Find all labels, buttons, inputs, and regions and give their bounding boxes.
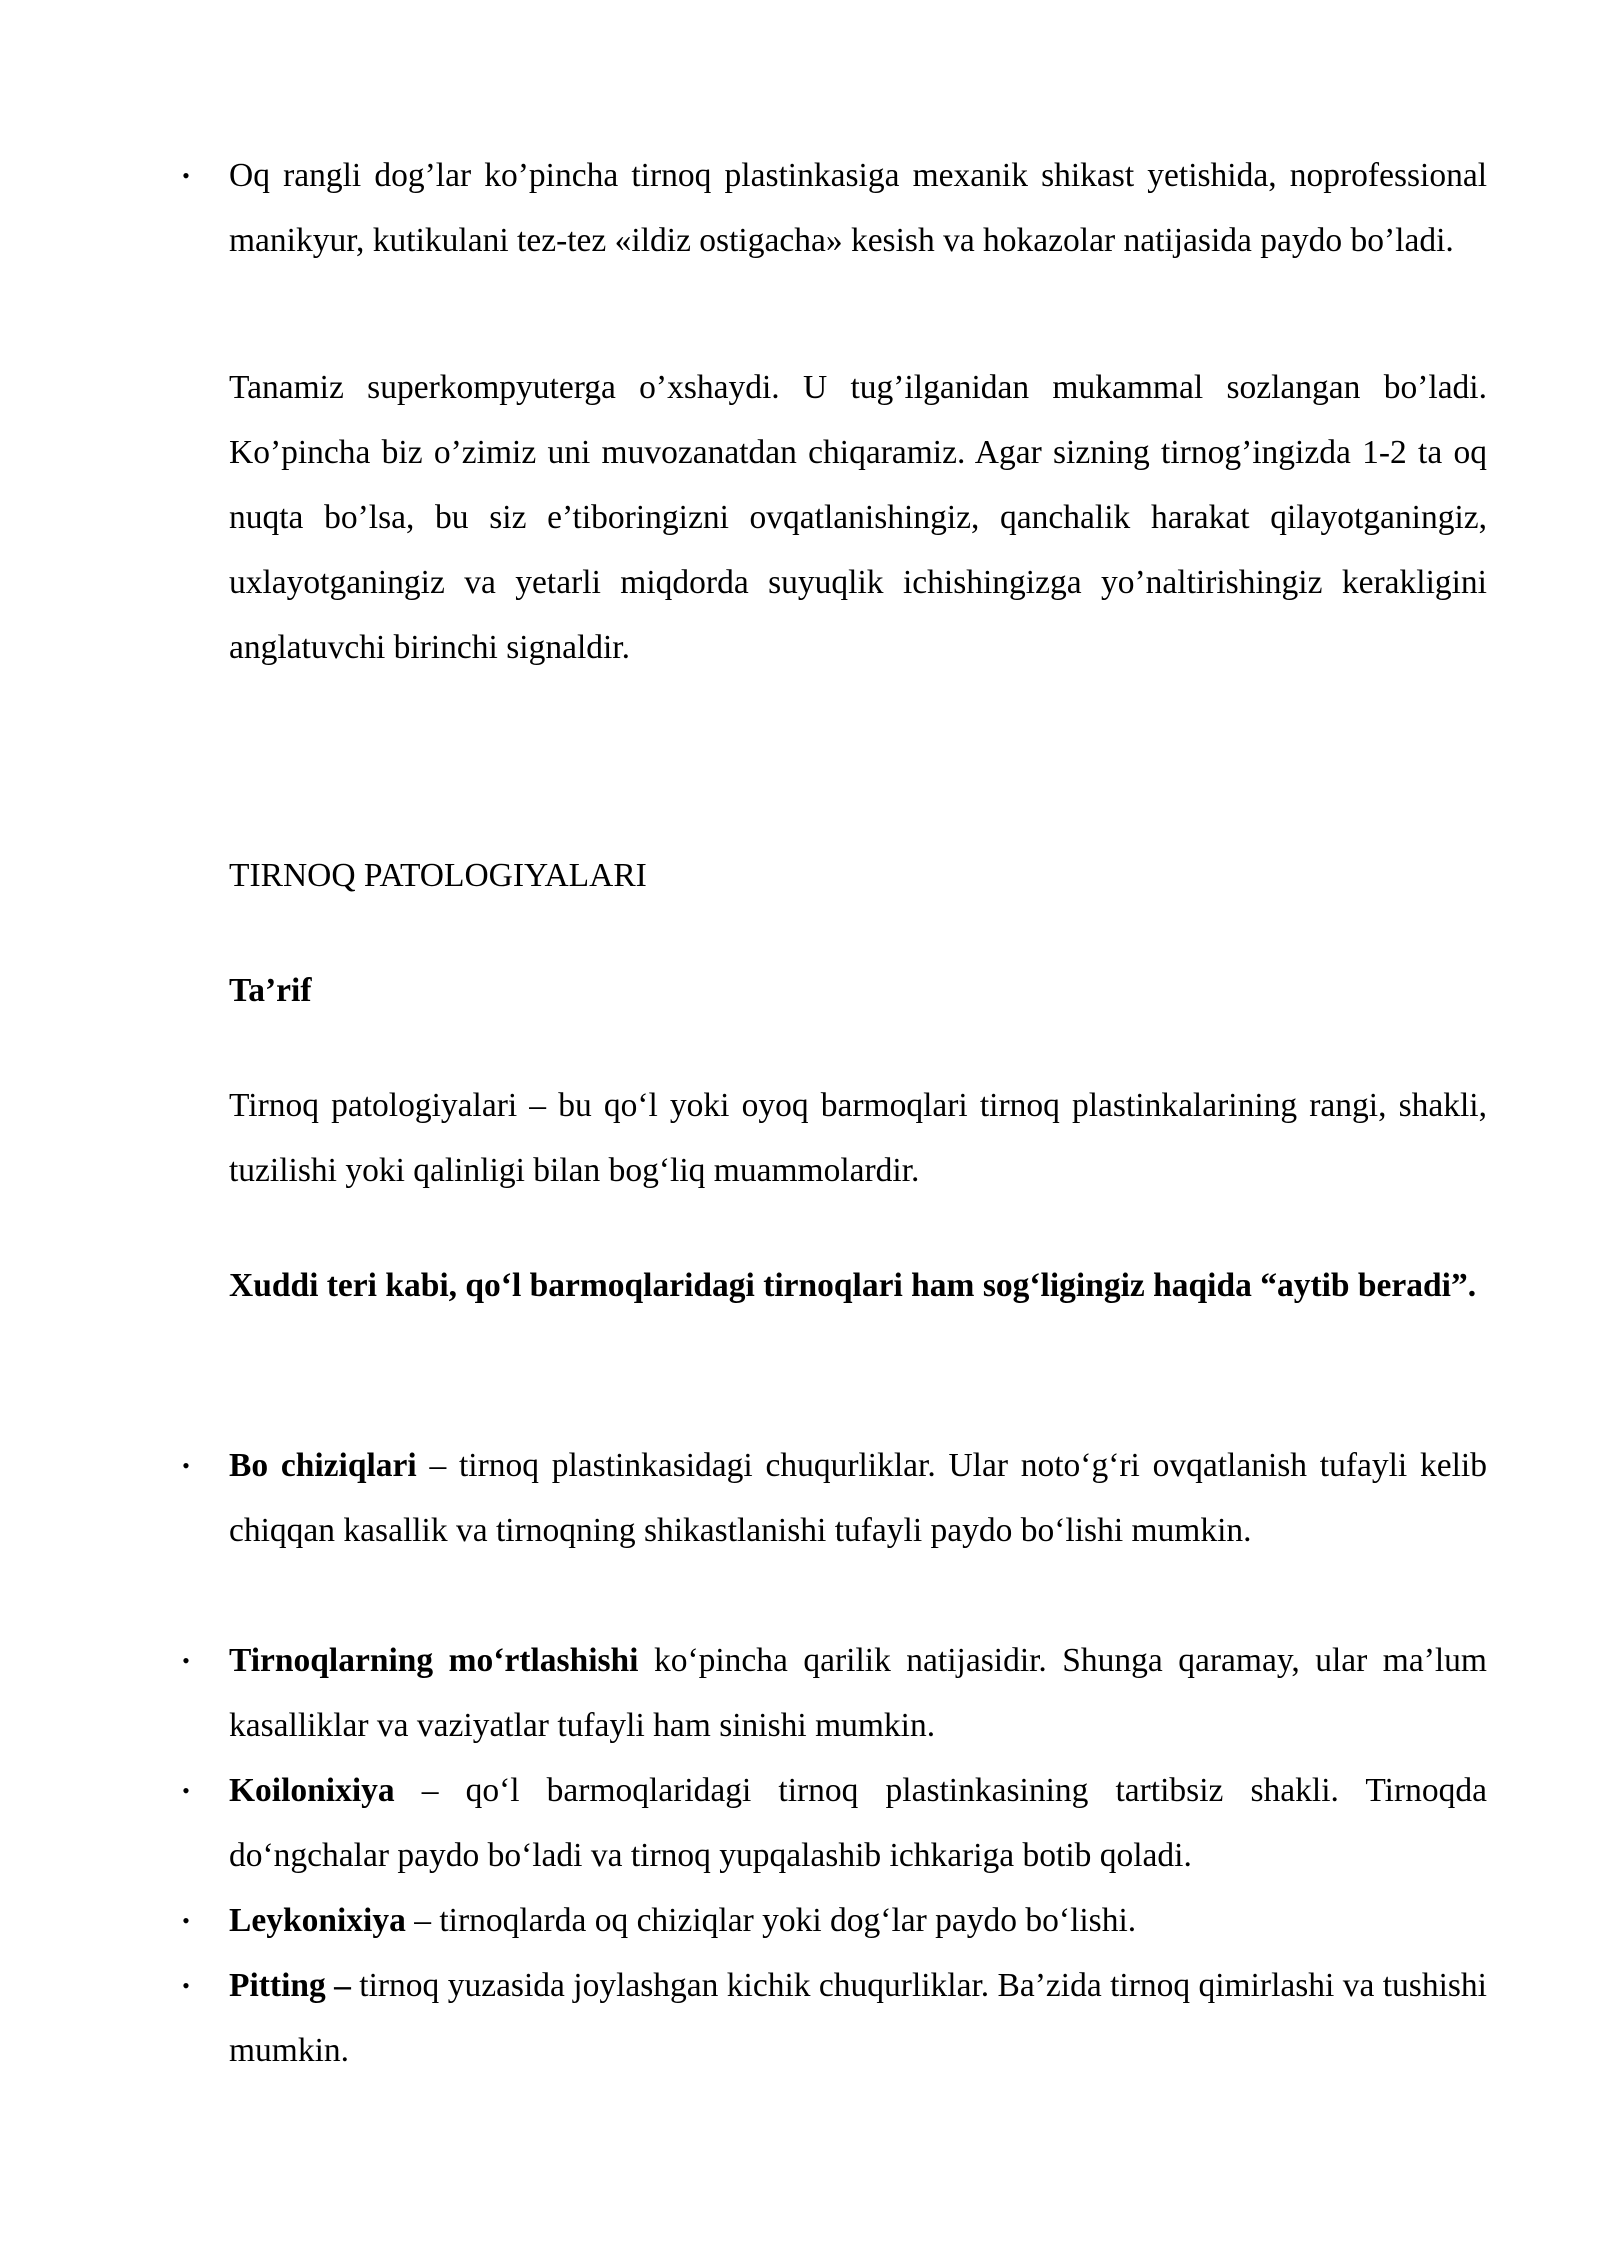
pathology-description: – qo‘l barmoqlaridagi tirnoq plastinkasining tartibsiz shakli. Tirnoqda do‘ngchalar paydo bo‘ladi va tirnoq yupqalashib ichkariga botib qoladi. xyxy=(229,1772,1487,1874)
bullet-marker: • xyxy=(182,1973,190,1998)
pathology-term: Bo chiziqlari xyxy=(229,1447,417,1484)
pathology-item xyxy=(229,1888,1487,1953)
intro-paragraph: Tanamiz superkompyuterga o’xshaydi. U tug’ilganidan mukammal sozlangan bo’ladi. Ko’pincha biz o’zimiz uni muvozanatdan chiqaramiz. Agar sizning tirnog’ingizda 1-2 ta oq nuqta bo’lsa, bu siz e’tiboringizni ovqatlanishingiz, qanchalik harakat qilayotganingiz, uxlayotganingiz va yetarli miqdorda suyuqlik ichishingizga yo’naltirishingiz kerakligini anglatuvchi birinchi signaldir. xyxy=(229,369,1487,666)
pathology-term: Leykonixiya xyxy=(229,1902,406,1939)
definition-text: Tirnoq patologiyalari – bu qo‘l yoki oyoq barmoqlari tirnoq plastinkalarining rangi, shakli, tuzilishi yoki qalinligi bilan bog‘liq muammolardir. xyxy=(229,1087,1487,1189)
intro-bullet-text: Oq rangli dog’lar ko’pincha tirnoq plastinkasiga mexanik shikast yetishida, noprofessional manikyur, kutikulani tez-tez «ildiz ostigacha» kesish va hokazolar natijasida paydo bo’ladi. xyxy=(229,157,1487,259)
bold-statement-text: Xuddi teri kabi, qo‘l barmoqlaridagi tirnoqlari ham sog‘ligingiz haqida “aytib beradi”. xyxy=(229,1267,1477,1304)
pathology-description: ko‘pincha qarilik natijasidir. Shunga qaramay, ular ma’lum kasalliklar va vaziyatlar tufayli ham sinishi mumkin. xyxy=(229,1642,1487,1744)
bullet-marker: • xyxy=(182,163,190,188)
bullet-marker: • xyxy=(182,1778,190,1803)
pathology-term: Tirnoqlarning mo‘rtlashishi xyxy=(229,1642,639,1679)
pathology-term: Koilonixiya xyxy=(229,1772,395,1809)
pathology-term: Pitting – xyxy=(229,1967,351,2004)
definition-heading-text: Ta’rif xyxy=(229,972,312,1009)
bullet-marker: • xyxy=(182,1453,190,1478)
bullet-marker: • xyxy=(182,1908,190,1933)
section-title: TIRNOQ PATOLOGIYALARI xyxy=(229,857,647,894)
pathology-item xyxy=(229,1628,1487,1758)
pathology-description: – tirnoqlarda oq chiziqlar yoki dog‘lar paydo bo‘lishi. xyxy=(405,1902,1137,1939)
pathology-item xyxy=(229,1758,1487,1888)
bullet-marker: • xyxy=(182,1648,190,1673)
pathology-item xyxy=(229,1433,1487,1563)
pathology-description: – tirnoq plastinkasidagi chuqurliklar. Ular noto‘g‘ri ovqatlanish tufayli kelib chiqqan kasallik va tirnoqning shikastlanishi tufayli paydo bo‘lishi mumkin. xyxy=(229,1447,1487,1549)
pathology-item xyxy=(229,1953,1487,2083)
bold-statement xyxy=(229,1253,1487,1318)
pathology-description: tirnoq yuzasida joylashgan kichik chuqurliklar. Ba’zida tirnoq qimirlashi va tushishi mumkin. xyxy=(229,1967,1487,2069)
definition-heading xyxy=(229,958,312,1023)
